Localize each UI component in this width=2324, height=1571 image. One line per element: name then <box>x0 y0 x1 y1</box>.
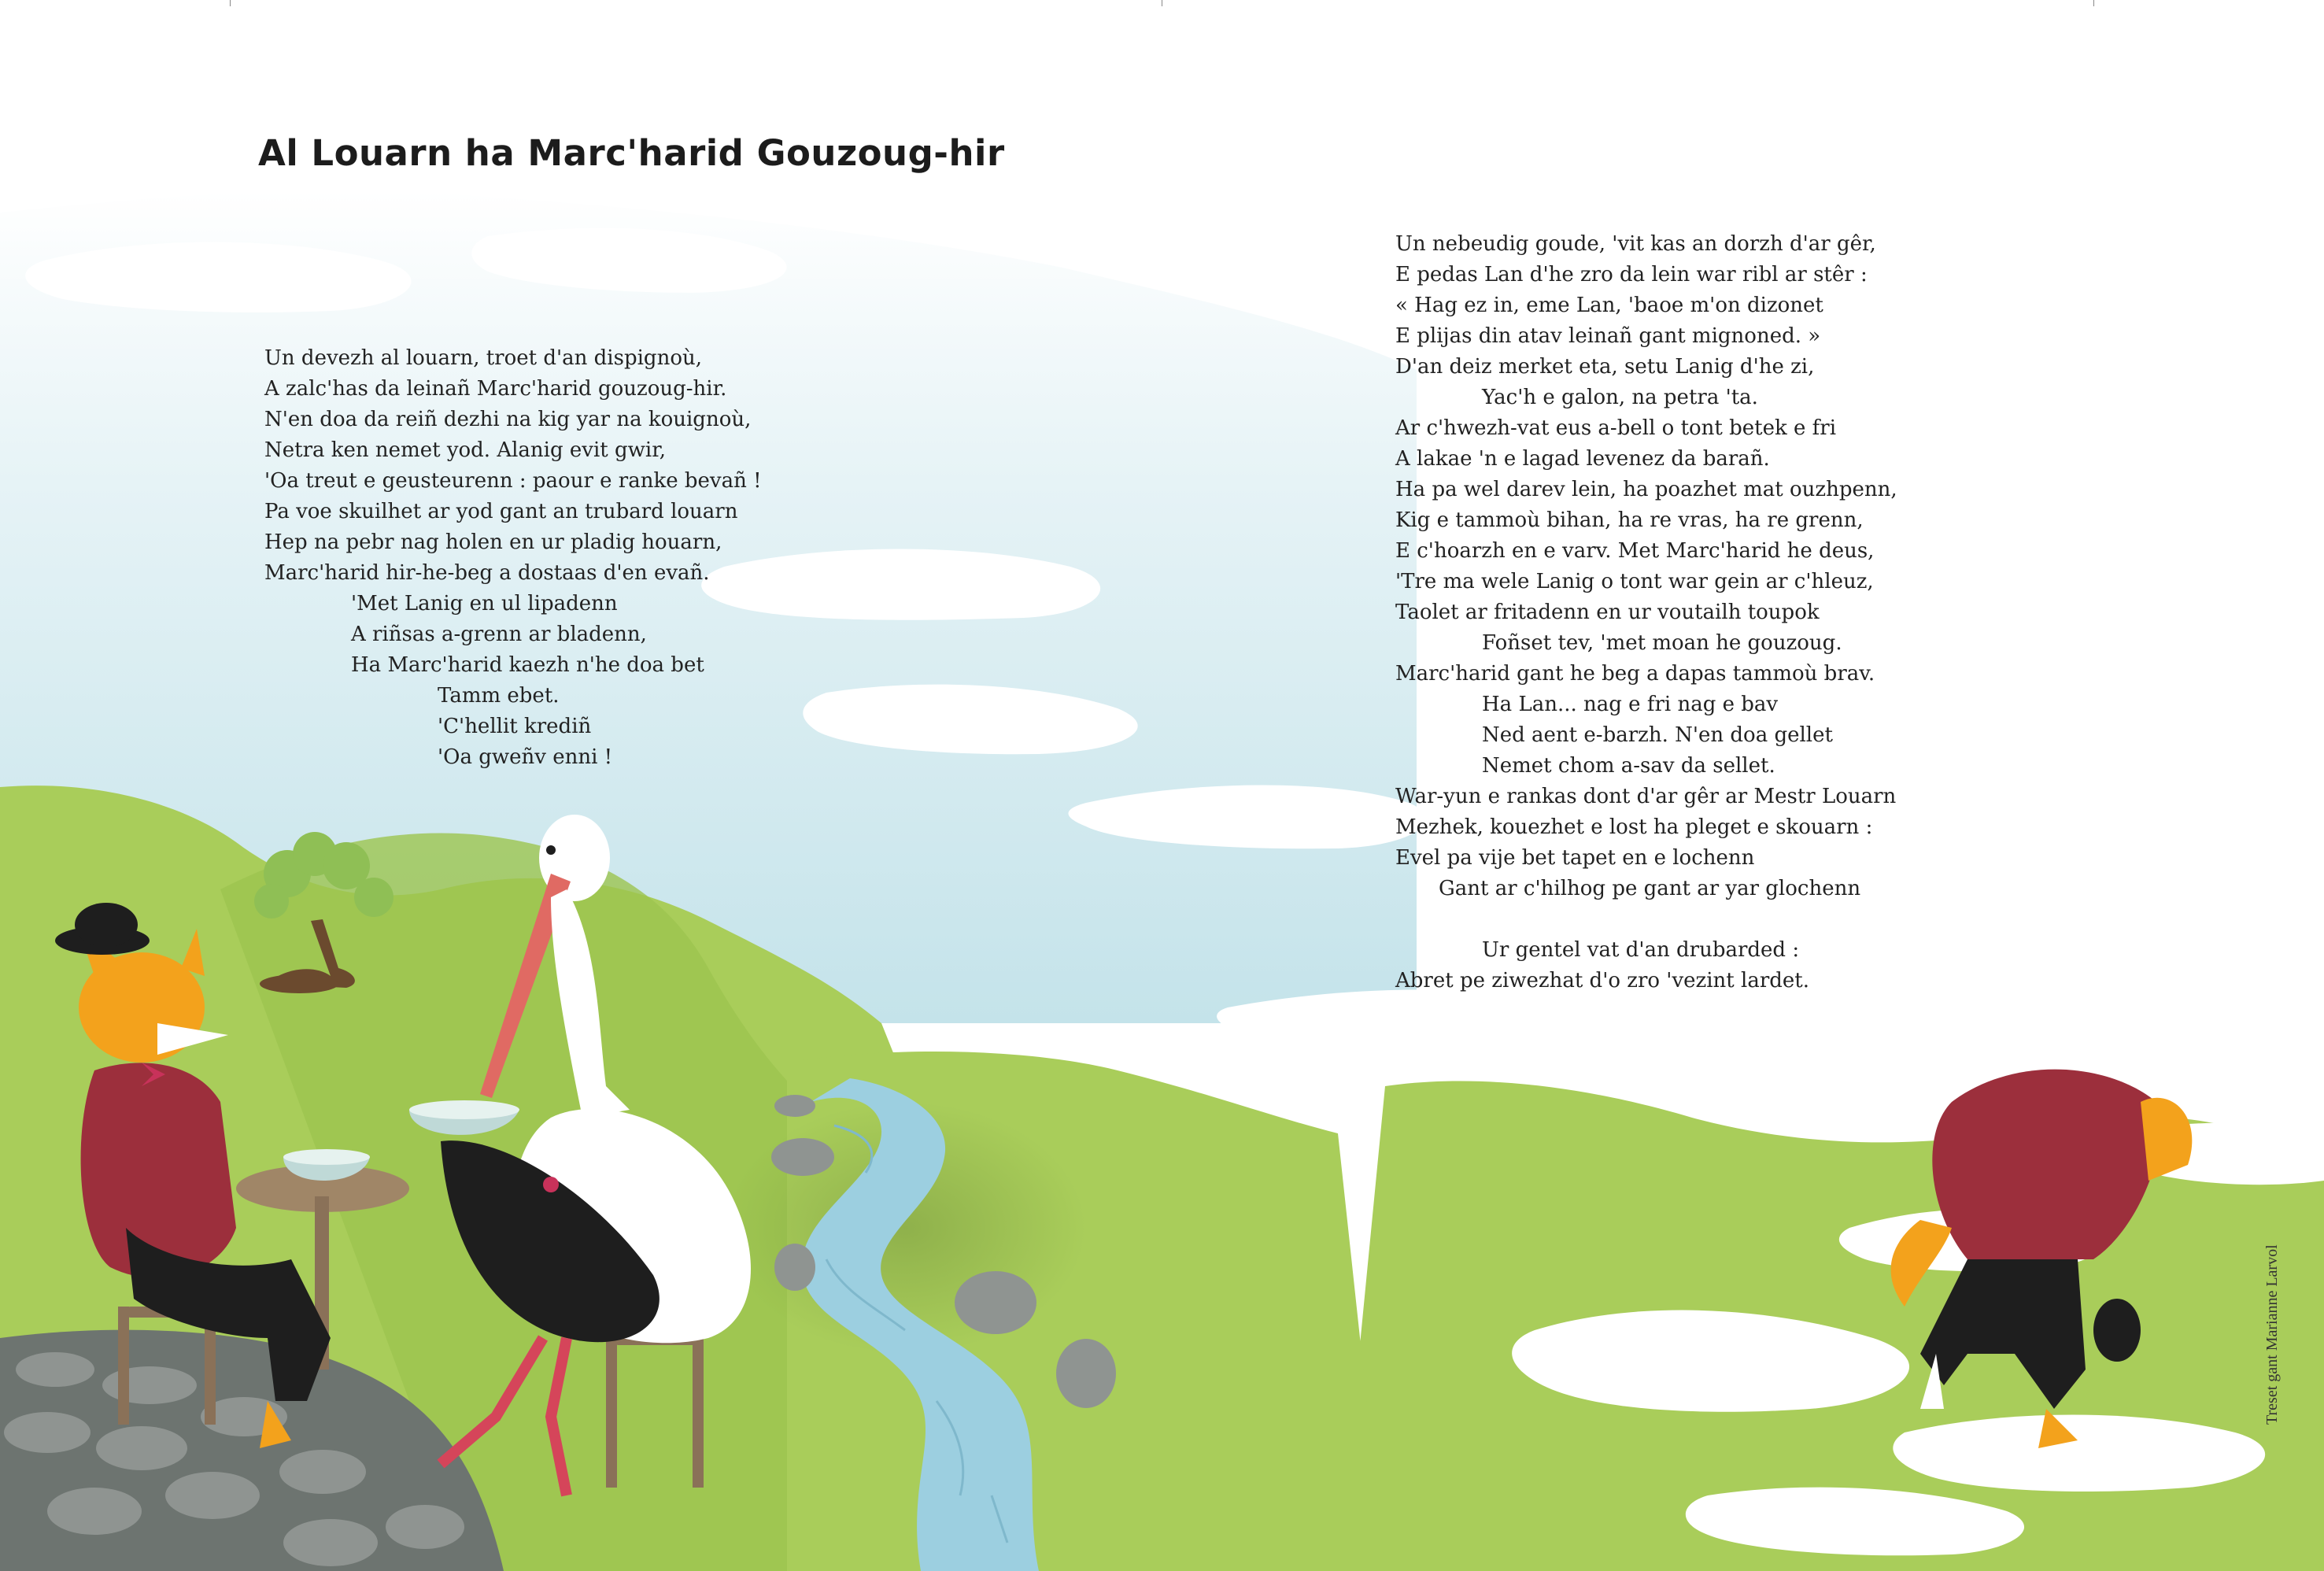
illustrator-credit: Treset gant Marianne Larvol <box>2263 1244 2281 1425</box>
poem-line: Pa voe skuilhet ar yod gant an trubard louarn <box>264 500 738 523</box>
poem-line: Taolet ar fritadenn en ur voutailh toupok <box>1395 601 1820 624</box>
poem-line: Netra ken nemet yod. Alanig evit gwir, <box>264 438 667 462</box>
poem-line: Ha Lan... nag e fri nag e bav <box>1482 693 1779 716</box>
poem-line: Ha Marc'harid kaezh n'he doa bet <box>351 653 704 677</box>
poem-line: Evel pa vije bet tapet en e lochenn <box>1395 846 1755 870</box>
poem-line: Mezhek, kouezhet e lost ha pleget e skouarn : <box>1395 815 1873 839</box>
poem-line: « Hag ez in, eme Lan, 'baoe m'on dizonet <box>1395 294 1823 317</box>
poem-line: 'Oa treut e geusteurenn : paour e ranke bevañ ! <box>264 469 762 493</box>
poem-line: Marc'harid gant he beg a dapas tammoù brav. <box>1395 662 1875 686</box>
poem-line: 'C'hellit krediñ <box>438 715 592 738</box>
poem-line: Ar c'hwezh-vat eus a-bell o tont betek e fri <box>1395 416 1837 440</box>
poem-line: Un devezh al louarn, troet d'an dispignoù, <box>264 346 702 370</box>
poem-line: N'en doa da reiñ dezhi na kig yar na kouignoù, <box>264 408 752 431</box>
poem-line: Hep na pebr nag holen en ur pladig houarn, <box>264 530 722 554</box>
poem-line: Ned aent e-barzh. N'en doa gellet <box>1482 723 1833 747</box>
poem-line: A riñsas a-grenn ar bladenn, <box>351 623 647 646</box>
poem-right-column <box>1395 229 1897 996</box>
poem-line: 'Oa gweñv enni ! <box>438 745 613 769</box>
poem-line: Kig e tammoù bihan, ha re vras, ha re grenn, <box>1395 508 1864 532</box>
crop-mark-left <box>230 0 231 6</box>
poem-line <box>1395 904 1897 935</box>
poem-line: Ha pa wel darev lein, ha poazhet mat ouzhpenn, <box>1395 478 1897 501</box>
page-title: Al Louarn ha Marc'harid Gouzoug-hir <box>258 132 1005 174</box>
poem-line: Yac'h e galon, na petra 'ta. <box>1482 386 1758 409</box>
poem-line: E c'hoarzh en e varv. Met Marc'harid he deus, <box>1395 539 1875 563</box>
poem-line: 'Met Lanig en ul lipadenn <box>351 592 618 615</box>
poem-line: D'an deiz merket eta, setu Lanig d'he zi, <box>1395 355 1815 379</box>
poem-line: Tamm ebet. <box>438 684 560 708</box>
poem-line: 'Tre ma wele Lanig o tont war gein ar c'hleuz, <box>1395 570 1874 593</box>
poem-line: War-yun e rankas dont d'ar gêr ar Mestr Louarn <box>1395 785 1897 808</box>
poem-line: Ur gentel vat d'an drubarded : <box>1482 938 1800 962</box>
poem-line: Marc'harid hir-he-beg a dostaas d'en evañ. <box>264 561 710 585</box>
poem-line: A lakae 'n e lagad levenez da barañ. <box>1395 447 1770 471</box>
poem-line: Nemet chom a-sav da sellet. <box>1482 754 1775 778</box>
poem-line: E pedas Lan d'he zro da lein war ribl ar stêr : <box>1395 263 1868 286</box>
poem-line: Un nebeudig goude, 'vit kas an dorzh d'ar gêr, <box>1395 232 1876 256</box>
crop-mark-right <box>2093 0 2094 6</box>
poem-line: E plijas din atav leinañ gant mignoned. » <box>1395 324 1821 348</box>
poem-left-column <box>264 343 762 773</box>
poem-line: A zalc'has da leinañ Marc'harid gouzoug-hir. <box>264 377 727 401</box>
poem-line: Gant ar c'hilhog pe gant ar yar glochenn <box>1439 877 1861 900</box>
poem-line: Abret pe ziwezhat d'o zro 'vezint lardet. <box>1395 969 1809 993</box>
poem-line: Foñset tev, 'met moan he gouzoug. <box>1482 631 1842 655</box>
